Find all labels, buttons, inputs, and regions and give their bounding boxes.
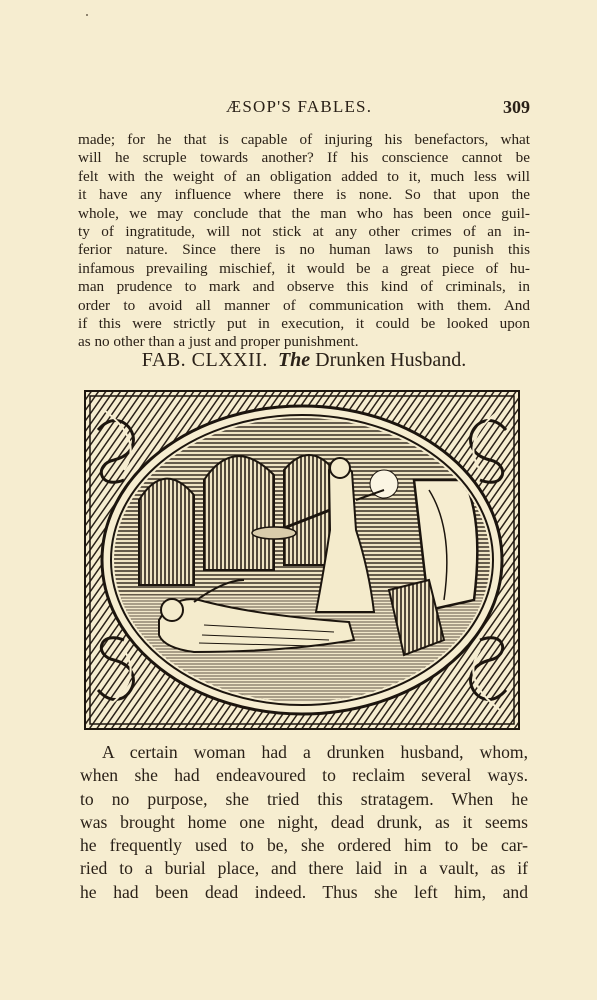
text-line: ferior nature. Since there is no human laws to punish this <box>78 241 530 259</box>
fable-number: FAB. CLXXII. <box>141 349 268 371</box>
text-line: was brought home one night, dead drunk, as it seems <box>80 811 528 832</box>
text-line: he had been dead indeed. Thus she left him, and <box>80 881 528 902</box>
text-line: he frequently used to be, she ordered him to be car- <box>80 835 528 856</box>
text-line: made; for he that is capable of injuring his benefactors, what <box>78 131 530 148</box>
text-line: ried to a burial place, and there laid in a vault, as if <box>80 858 528 879</box>
text-line: as no other than a just and proper punishment. <box>78 333 359 351</box>
text-line: man prudence to mark and observe this kind of criminals, in <box>78 278 530 296</box>
text-line: to no purpose, she tried this stratagem. When he <box>80 788 528 809</box>
fable-heading <box>78 349 530 372</box>
running-head <box>78 97 530 121</box>
text-line: A certain woman had a drunken husband, whom, <box>102 742 528 762</box>
intro-paragraph <box>78 131 530 352</box>
text-line: it have any influence where there is none. So that upon the <box>78 186 530 204</box>
text-line: ty of ingratitude, will not stick at any other crimes of an in- <box>78 222 530 240</box>
running-title: ÆSOP'S FABLES. <box>226 97 373 116</box>
text-line: will he scruple towards another? If his conscience cannot be <box>78 149 530 167</box>
fable-title-article: The <box>277 349 311 371</box>
paper-speck <box>86 14 88 16</box>
story-paragraph <box>80 741 528 904</box>
text-line: if this were strictly put in execution, it could be looked upon <box>78 314 530 332</box>
woodcut-illustration <box>84 390 520 730</box>
page-number: 309 <box>503 97 530 117</box>
text-line: order to avoid all manner of communication with them. And <box>78 296 530 314</box>
text-line: felt with the weight of an obligation added to it, much less will <box>78 167 530 185</box>
text-line: when she had endeavoured to reclaim several ways. <box>80 765 528 786</box>
text-line: infamous prevailing mischief, it would be a great piece of hu- <box>78 259 530 277</box>
fable-title: Drunken Husband. <box>315 349 467 371</box>
text-line: whole, we may conclude that the man who has been once guil- <box>78 204 530 222</box>
